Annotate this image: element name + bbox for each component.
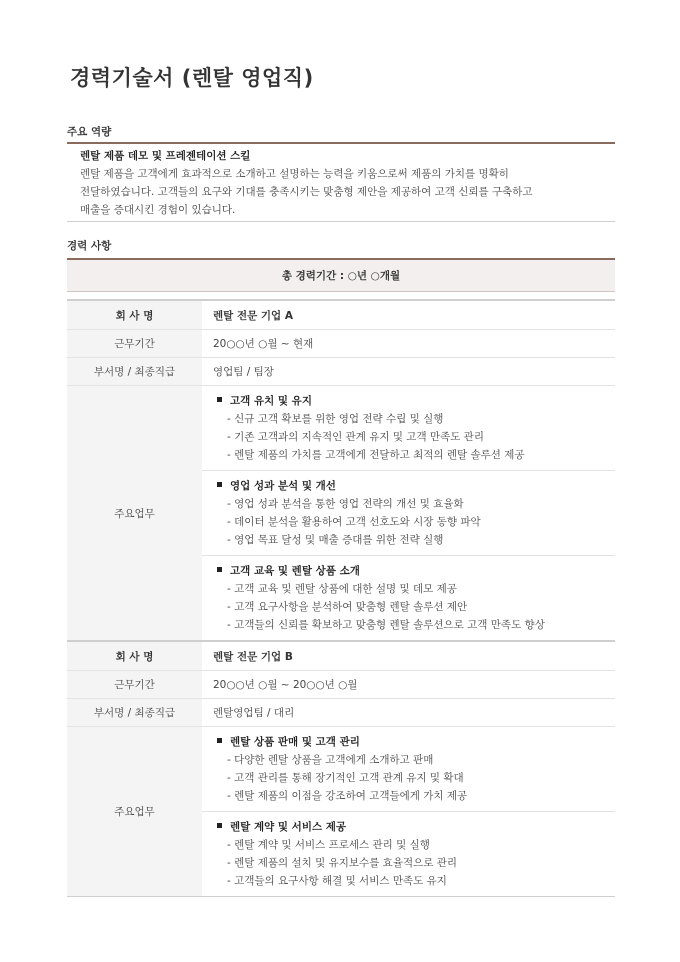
duty-item: - 다양한 렌탈 상품을 고객에게 소개하고 판매 — [227, 754, 434, 766]
period-value: 20○○년 ○월 ~ 20○○년 ○월 — [213, 679, 358, 691]
dept-value: 영업팀 / 팀장 — [213, 366, 274, 378]
dept-row — [67, 358, 615, 386]
period-value: 20○○년 ○월 ~ 현재 — [213, 338, 314, 350]
duty-title: 렌탈 계약 및 서비스 제공 — [202, 818, 615, 836]
company-label: 회 사 명 — [67, 642, 202, 670]
duty-item: - 고객들의 요구사항 해결 및 서비스 만족도 유지 — [227, 875, 447, 887]
square-bullet-icon — [217, 823, 222, 828]
competency-bottom-rule — [67, 221, 615, 222]
total-career-period — [67, 258, 615, 292]
period-label: 근무기간 — [67, 330, 202, 357]
competency-skill-title: 렌탈 제품 데모 및 프레젠테이션 스킬 — [80, 150, 251, 162]
duty-title: 렌탈 상품 판매 및 고객 관리 — [202, 733, 615, 751]
dept-value: 렌탈영업팀 / 대리 — [213, 707, 295, 719]
competency-line: 전달하였습니다. 고객들의 요구와 기대를 충족시키는 맞춤형 제안을 제공하여 고객 신뢰를 구축하고 — [80, 186, 533, 198]
competency-line: 매출을 증대시킨 경험이 있습니다. — [80, 204, 236, 216]
duty-item: - 데이터 분석을 활용하여 고객 선호도와 시장 동향 파악 — [227, 516, 481, 528]
duty-item: - 렌탈 제품의 이점을 강조하여 고객들에게 가치 제공 — [227, 790, 468, 802]
duty-item: - 기존 고객과의 지속적인 관계 유지 및 고객 만족도 관리 — [227, 431, 484, 443]
period-row — [67, 671, 615, 699]
duty-title: 고객 교육 및 렌탈 상품 소개 — [202, 562, 615, 580]
total-career-text: 총 경력기간 : ○년 ○개월 — [281, 270, 401, 282]
duty-item: - 고객 요구사항을 분석하여 맞춤형 렌탈 솔루션 제안 — [227, 601, 468, 613]
company-row — [67, 301, 615, 330]
duty-item: - 신규 고객 확보를 위한 영업 전략 수립 및 실행 — [227, 413, 444, 425]
document-title: 경력기술서 (렌탈 영업직) — [70, 66, 314, 90]
square-bullet-icon — [217, 738, 222, 743]
career-block-a — [67, 299, 615, 641]
dept-label: 부서명 / 최종직급 — [67, 699, 202, 726]
competency-heading: 주요 역량 — [67, 126, 112, 138]
company-row — [67, 642, 615, 671]
career-block-b — [67, 640, 615, 897]
dept-label: 부서명 / 최종직급 — [67, 358, 202, 385]
duty-title: 고객 유치 및 유지 — [202, 392, 615, 410]
square-bullet-icon — [217, 397, 222, 402]
duty-item: - 렌탈 계약 및 서비스 프로세스 관리 및 실행 — [227, 839, 430, 851]
duty-item: - 렌탈 제품의 가치를 고객에게 전달하고 최적의 렌탈 솔루션 제공 — [227, 449, 525, 461]
company-name: 렌탈 전문 기업 B — [213, 650, 293, 663]
duties-label: 주요업무 — [67, 727, 202, 896]
duties-list — [202, 386, 615, 640]
duty-item: - 고객 관리를 통해 장기적인 고객 관계 유지 및 확대 — [227, 772, 464, 784]
duty-item: - 고객들의 신뢰를 확보하고 맞춤형 렌탈 솔루션으로 고객 만족도 향상 — [227, 619, 545, 631]
duty-group — [202, 727, 615, 812]
duty-group — [202, 386, 615, 471]
competency-description — [80, 165, 610, 219]
period-label: 근무기간 — [67, 671, 202, 698]
duty-group — [202, 812, 615, 896]
duty-title: 영업 성과 분석 및 개선 — [202, 477, 615, 495]
company-label: 회 사 명 — [67, 301, 202, 329]
duties-label: 주요업무 — [67, 386, 202, 640]
duty-item: - 고객 교육 및 렌탈 상품에 대한 설명 및 데모 제공 — [227, 583, 457, 595]
period-row — [67, 330, 615, 358]
duty-item: - 영업 목표 달성 및 매출 증대를 위한 전략 실행 — [227, 534, 444, 546]
duty-group — [202, 471, 615, 556]
career-heading: 경력 사항 — [67, 240, 112, 252]
duty-group — [202, 556, 615, 640]
square-bullet-icon — [217, 482, 222, 487]
company-name: 렌탈 전문 기업 A — [213, 309, 293, 322]
duties-list — [202, 727, 615, 896]
dept-row — [67, 699, 615, 727]
competency-line: 렌탈 제품을 고객에게 효과적으로 소개하고 설명하는 능력을 키움으로써 제품의 가치를 명확히 — [80, 168, 509, 180]
competency-rule — [67, 142, 615, 144]
duties-row — [67, 727, 615, 897]
duty-item: - 렌탈 제품의 설치 및 유지보수를 효율적으로 관리 — [227, 857, 458, 869]
square-bullet-icon — [217, 567, 222, 572]
duties-row — [67, 386, 615, 641]
duty-item: - 영업 성과 분석을 통한 영업 전략의 개선 및 효율화 — [227, 498, 464, 510]
